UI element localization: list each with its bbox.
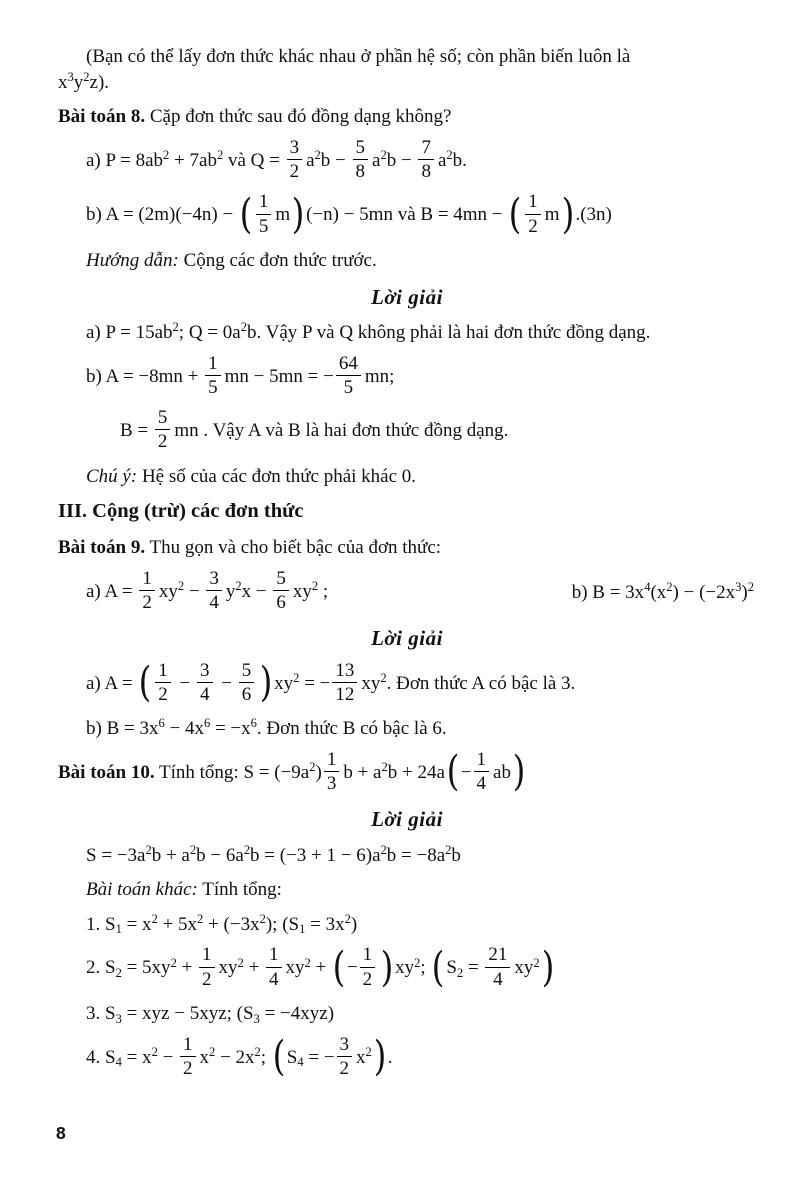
fraction-denominator: 2 (202, 968, 212, 990)
fraction-denominator: 2 (142, 591, 152, 613)
superscript: 2 (747, 579, 754, 594)
math-text: mn . Vậy A và B là hai đơn thức đồng dạng. (174, 420, 509, 442)
superscript: 2 (259, 911, 266, 926)
superscript: 2 (311, 578, 319, 593)
superscript: 2 (189, 842, 197, 857)
fraction-numerator: 5 (239, 660, 255, 683)
math-text: = −x (210, 718, 251, 740)
fraction-numerator: 5 (273, 568, 289, 591)
note-line (58, 464, 756, 490)
note-paragraph (58, 44, 756, 95)
fraction-numerator: 1 (199, 944, 215, 967)
math-text: Cộng các đơn thức trước. (178, 249, 377, 271)
fraction (206, 568, 222, 614)
subscript: 4 (115, 1055, 122, 1070)
superscript: 2 (83, 69, 90, 84)
math-text: = (463, 957, 484, 979)
math-text: = − (303, 1046, 335, 1068)
math-text: − (174, 672, 196, 694)
fraction-numerator: 1 (525, 191, 541, 214)
superscript: 2 (309, 759, 316, 774)
italic-text: Bài toán khác: (86, 879, 198, 901)
math-text: Tính tổng: S = (−9a (154, 761, 310, 783)
math-text: (Bạn có thể lấy đơn thức khác nhau ở phần hệ số; còn phần biến luôn là (86, 46, 631, 67)
subscript: 3 (253, 1011, 260, 1026)
math-text: ; (318, 580, 329, 602)
fraction-numerator: 1 (360, 944, 376, 967)
math-text: xy (218, 957, 238, 979)
problem-9-items (58, 567, 756, 616)
math-text: ab (493, 761, 511, 783)
math-text: x (58, 71, 68, 93)
math-text: b. Vậy P và Q không phải là hai đơn thức đồng dạng. (246, 321, 651, 343)
fraction (332, 660, 357, 706)
math-text: x (356, 1046, 366, 1068)
math-text: b − (320, 150, 351, 172)
superscript: 2 (240, 320, 247, 335)
math-text: b. (452, 150, 467, 172)
fraction-denominator: 5 (343, 376, 354, 398)
math-text: y (73, 71, 84, 93)
fraction-numerator: 3 (337, 1034, 353, 1057)
math-text: xy (158, 580, 178, 602)
fraction (360, 944, 376, 990)
superscript: 2 (216, 148, 224, 163)
math-text: b − 6a (196, 844, 244, 866)
math-text: − 4x (164, 718, 204, 740)
fraction-numerator: 1 (474, 749, 490, 772)
math-text: m (275, 204, 291, 226)
fraction-numerator: 1 (256, 191, 272, 214)
fraction (155, 660, 171, 706)
math-text: b − (386, 150, 417, 172)
math-text: x − (241, 580, 272, 602)
solution-header-1: Lời giải (371, 284, 443, 309)
math-text: mn − 5mn = − (224, 365, 334, 387)
fraction-numerator: 1 (180, 1034, 196, 1057)
superscript: 2 (380, 842, 387, 857)
bold-text: III. Cộng (trừ) các đơn thức (58, 500, 304, 523)
superscript: 2 (380, 670, 387, 685)
fraction-denominator: 5 (208, 376, 218, 398)
fraction-numerator: 21 (485, 944, 510, 967)
math-text: + (176, 957, 198, 979)
bold-text: Bài toán 9. (58, 536, 146, 558)
problem-8-item-a (58, 136, 756, 185)
problem-9-solution-a: a) A = ( $\frac{1}{2}$ − $\frac{3}{4}$ − $\frac{5}{6}$ )$xy^2$ = − $\frac{13}{12}$ $xy^2$. Đơn thức A có bậc là 3. (86, 658, 576, 707)
problem-9-solution-b (58, 716, 756, 742)
superscript: 6 (158, 716, 165, 731)
subscript: 1 (299, 922, 306, 937)
fraction-numerator: 1 (155, 660, 171, 683)
math-text: Cặp đơn thức sau đó đồng dạng không? (145, 106, 452, 128)
math-text: b) B = 3x (86, 718, 159, 740)
math-text: xy (514, 957, 534, 979)
fraction (139, 568, 155, 614)
problem-8-solution-a (58, 320, 756, 346)
problem-8-solution-b-line1 (58, 352, 756, 401)
superscript: 3 (67, 69, 74, 84)
math-text: Thu gọn và cho biết bậc của đơn thức: (145, 536, 442, 558)
fraction (287, 137, 303, 183)
math-text: S (446, 957, 457, 979)
fraction-numerator: 64 (336, 353, 361, 376)
fraction-denominator: 4 (200, 683, 210, 705)
fraction-numerator: 5 (353, 137, 369, 160)
math-text: z). (89, 71, 110, 93)
fraction-denominator: 4 (493, 968, 503, 990)
fraction (474, 749, 490, 795)
subscript: 2 (456, 966, 464, 981)
math-text: = 3x (305, 913, 345, 935)
superscript: 2 (151, 911, 158, 926)
math-text: + (−3x (203, 913, 260, 935)
math-text: − 2x (215, 1046, 255, 1068)
math-text: = − (299, 672, 331, 694)
fraction-denominator: 2 (528, 215, 538, 237)
math-text: a (437, 150, 447, 172)
sum-line-1 (58, 912, 756, 938)
math-text: + (243, 957, 265, 979)
solution-header-3: Lời giải (371, 807, 443, 832)
subscript: 1 (115, 922, 122, 937)
problem-9-item-a (86, 567, 329, 616)
superscript: 2 (314, 148, 321, 163)
superscript: 2 (533, 955, 540, 970)
page-number: 8 (56, 1123, 66, 1143)
math-text: b = (−3 + 1 − 6)a (250, 844, 381, 866)
superscript: 2 (344, 911, 351, 926)
fraction-numerator: 7 (418, 137, 434, 160)
math-text: b (451, 844, 461, 866)
math-text: + 5x (157, 913, 198, 935)
math-text: 2. S (86, 957, 116, 979)
fraction (324, 749, 340, 795)
superscript: 2 (197, 911, 204, 926)
math-text: . (387, 1046, 393, 1068)
math-text: (x (650, 581, 667, 603)
superscript: 2 (293, 670, 300, 685)
superscript: 2 (365, 1044, 372, 1059)
subscript: 4 (297, 1055, 304, 1070)
problem-10-solution (58, 843, 756, 869)
math-text: Hệ số của các đơn thức phải khác 0. (137, 465, 417, 487)
fraction-numerator: 1 (205, 353, 221, 376)
math-text: ) (315, 761, 322, 783)
bold-text: Bài toán 10. (58, 761, 155, 783)
math-text: 1. S (86, 913, 116, 935)
superscript: 2 (414, 955, 421, 970)
solution-header-2: Lời giải (371, 626, 443, 651)
math-text: xy (274, 672, 294, 694)
superscript: 2 (445, 842, 452, 857)
math-text: mn; (364, 365, 395, 387)
fraction (418, 137, 434, 183)
math-text: b = −8a (386, 844, 446, 866)
fraction-denominator: 8 (355, 161, 366, 183)
fraction-denominator: 2 (289, 161, 300, 183)
fraction-denominator: 2 (183, 1057, 193, 1079)
math-text: y (225, 580, 236, 602)
fraction (205, 353, 221, 399)
fraction-numerator: 3 (197, 660, 213, 683)
superscript: 4 (644, 579, 651, 594)
fraction-denominator: 5 (258, 215, 269, 237)
section-3-heading (58, 498, 756, 526)
fraction-numerator: 3 (287, 137, 303, 160)
math-text: = x (121, 913, 152, 935)
math-text: 4. S (86, 1046, 116, 1068)
fraction-denominator: 6 (276, 591, 286, 613)
math-text: + 7ab (169, 150, 217, 172)
problem-9-item-b (572, 580, 754, 606)
math-text: = −4xyz) (259, 1003, 335, 1024)
math-text: − (216, 672, 237, 694)
superscript: 2 (177, 578, 185, 593)
superscript: 2 (163, 148, 170, 163)
math-text: b) A = −8mn + (86, 365, 204, 387)
fraction (199, 944, 215, 990)
fraction (336, 353, 361, 399)
math-text: B = (120, 420, 153, 442)
math-text: ; (420, 957, 431, 979)
problem-8-heading (58, 104, 756, 130)
superscript: 3 (735, 579, 742, 594)
math-text: ; Q = 0a (178, 321, 241, 343)
superscript: 2 (254, 1044, 261, 1059)
subscript: 2 (115, 966, 122, 981)
math-text: + (310, 957, 332, 979)
fraction (256, 191, 272, 237)
fraction (353, 137, 369, 183)
superscript: 2 (243, 842, 251, 857)
math-text: a) A = (86, 672, 138, 694)
fraction-numerator: 1 (324, 749, 340, 772)
superscript: 2 (666, 579, 673, 594)
math-text: a (306, 150, 315, 172)
math-text: ; (260, 1046, 271, 1068)
fraction (155, 407, 171, 453)
fraction-denominator: 12 (335, 683, 355, 705)
fraction-denominator: 2 (339, 1057, 350, 1079)
fraction-numerator: 3 (206, 568, 222, 591)
math-text: ) − (−2x (672, 581, 736, 603)
problem-8-solution-b-line2 (58, 409, 756, 455)
math-text: S (286, 1046, 298, 1068)
math-text: xy (395, 957, 415, 979)
math-text: x (199, 1046, 210, 1068)
fraction (525, 191, 541, 237)
fraction-numerator: 13 (332, 660, 357, 683)
fraction-numerator: 1 (266, 944, 282, 967)
superscript: 6 (203, 716, 211, 731)
math-text: xy (292, 580, 312, 602)
math-text: b + a (343, 761, 382, 783)
math-text: = x (121, 1046, 152, 1068)
superscript: 2 (209, 1044, 216, 1059)
fraction-numerator: 1 (139, 568, 155, 591)
fraction (180, 1034, 196, 1080)
fraction-denominator: 6 (241, 683, 252, 705)
fraction-denominator: 2 (362, 968, 373, 990)
superscript: 2 (237, 955, 244, 970)
problem-9-heading (58, 535, 756, 561)
hint-line (58, 248, 756, 274)
fraction-denominator: 2 (157, 431, 168, 453)
italic-text: Chú ý: (86, 465, 138, 487)
math-text: Tính tổng: (197, 879, 282, 901)
math-text: = xyz − 5xyz; (S (121, 1003, 254, 1024)
math-text: ); (S (265, 913, 300, 935)
math-text: xy (285, 957, 305, 979)
math-text: − (157, 1046, 179, 1068)
math-text: = 5xy (121, 957, 171, 979)
superscript: 2 (145, 842, 152, 857)
fraction (273, 568, 289, 614)
fraction (239, 660, 255, 706)
math-text: S = −3a (86, 844, 146, 866)
bold-text: Bài toán 8. (58, 106, 146, 128)
subscript: 3 (115, 1011, 122, 1026)
fraction-denominator: 4 (269, 968, 279, 990)
math-text: a) P = 15ab (86, 321, 173, 343)
math-text: và Q = (223, 150, 285, 172)
math-text: . Đơn thức A có bậc là 3. (386, 672, 576, 694)
math-text: . Đơn thức B có bậc là 6. (256, 718, 447, 740)
math-text: b + a (151, 844, 190, 866)
math-text: b) A = (2m)(−4n) − (86, 204, 238, 226)
fraction-denominator: 8 (421, 161, 431, 183)
italic-text: Hướng dẫn: (86, 249, 179, 271)
superscript: 2 (151, 1044, 158, 1059)
superscript: 2 (381, 759, 388, 774)
superscript: 2 (170, 955, 177, 970)
math-text: a (372, 150, 381, 172)
fraction (337, 1034, 353, 1080)
fraction (266, 944, 282, 990)
fraction-denominator: 3 (326, 772, 337, 794)
math-text: xy (361, 672, 381, 694)
math-text: .(3n) (575, 204, 612, 226)
superscript: 2 (235, 578, 242, 593)
math-text: b + 24a (387, 761, 445, 783)
superscript: 2 (446, 148, 453, 163)
math-text: 3. S (86, 1003, 116, 1024)
fraction-denominator: 2 (158, 683, 168, 705)
sum-line-3 (58, 1001, 756, 1027)
math-text: b) B = 3x (571, 581, 645, 603)
problem-8-item-b: b) A = (2m)(−4n) − ( $\frac{1}{5}$ m)(−n) − 5mn và B = 4mn − ( $\frac{1}{2}$ m).(3n) (86, 190, 612, 239)
math-text: (−n) − 5mn và B = 4mn − (306, 204, 508, 226)
math-text: − (460, 761, 472, 783)
superscript: 6 (250, 716, 257, 731)
fraction-numerator: 5 (155, 407, 171, 430)
math-text: ) (741, 581, 748, 603)
fraction (485, 944, 510, 990)
fraction-denominator: 4 (476, 772, 487, 794)
fraction (197, 660, 213, 706)
fraction-denominator: 4 (209, 591, 219, 613)
sum-line-2: 2. $S2 = 5xy^2$ + $\frac{1}{2}$ $xy^2$ + $\frac{1}{4}$ $xy^2$ + (− $\frac{1}{2}$ )$xy^2$; (S2 = $\frac{21}{4}$ $xy^2$) (86, 943, 555, 992)
math-text: − (346, 957, 358, 979)
superscript: 2 (380, 148, 387, 163)
superscript: 2 (172, 320, 179, 335)
sum-line-4: 4. $S4 = x^2$ − $\frac{1}{2}$ $x^2 - 2x^2$; (S4 = − $\frac{3}{2}$ $x^2$). (86, 1032, 393, 1081)
problem-10-heading: Bài toán 10. Tính tổng: $S = (-9a^2)$ $\frac{1}{3}$ $b + a^2b + 24a(-$ $\frac{1}{4}$ ab) (58, 747, 526, 796)
math-text: m (544, 204, 560, 226)
math-text: − (184, 580, 205, 602)
math-text: a) P = 8ab (86, 150, 164, 172)
math-text: a) A = (86, 580, 138, 602)
math-text: ) (350, 913, 358, 935)
superscript: 2 (304, 955, 311, 970)
extra-problems-heading (58, 877, 756, 903)
